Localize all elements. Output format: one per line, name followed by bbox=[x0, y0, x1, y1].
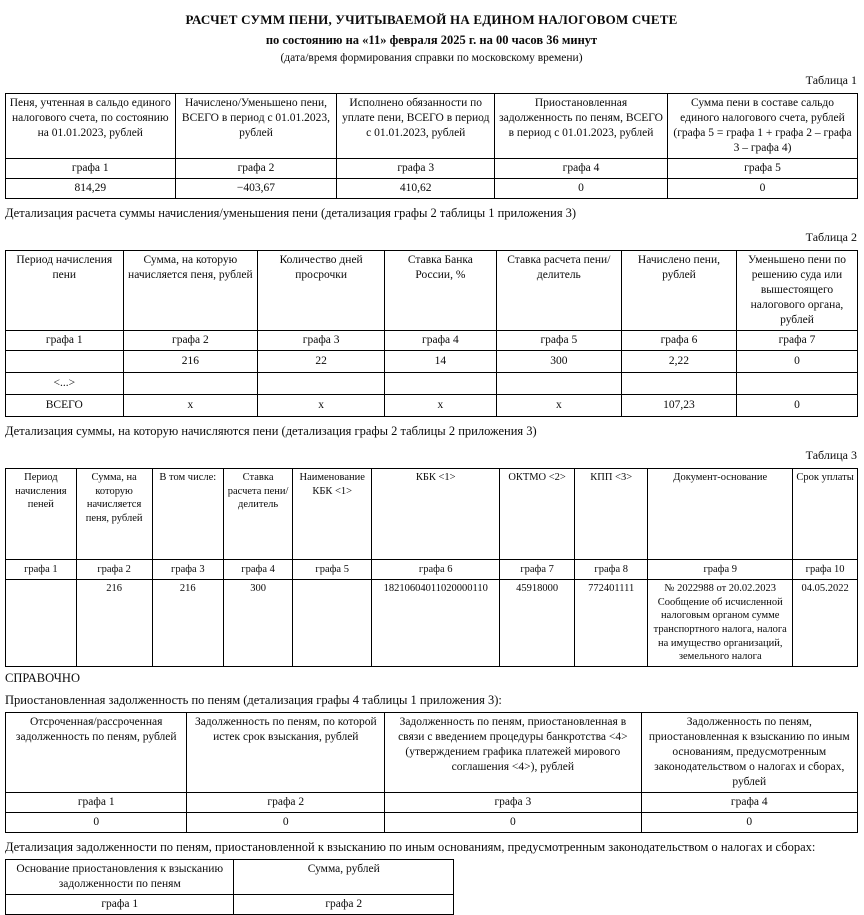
table1-grafa-row-cell: графа 4 bbox=[495, 158, 668, 178]
table2-data-row-cell bbox=[621, 372, 736, 394]
table4-header-row-cell: Задолженность по пеням, приостановленная к взысканию по иным основаниям, предусмотренным законодательством о налогах и сборах, рублей bbox=[641, 713, 857, 793]
table2-data-row bbox=[6, 394, 858, 416]
table2-header-row-cell: Количество дней просрочки bbox=[258, 251, 385, 331]
table4-data-row-cell: 0 bbox=[641, 812, 857, 832]
table2-data-row-cell: x bbox=[385, 394, 497, 416]
table1-header-row-cell: Исполнено обязанности по уплате пени, ВСЕГО в период с 01.01.2023, рублей bbox=[337, 94, 495, 159]
table4-grafa-row bbox=[6, 792, 858, 812]
table2-data-row-cell: 2,22 bbox=[621, 350, 736, 372]
table2-data-row-cell: 107,23 bbox=[621, 394, 736, 416]
table3-data-row-cell bbox=[293, 579, 372, 666]
table3-grafa-row-cell: графа 5 bbox=[293, 559, 372, 579]
table2-header-row-cell: Ставка Банка России, % bbox=[385, 251, 497, 331]
table3-data-row bbox=[6, 579, 858, 666]
table3-header-row bbox=[6, 468, 858, 559]
table3-header-row-cell: Период начисления пеней bbox=[6, 468, 77, 559]
table1-label: Таблица 1 bbox=[805, 73, 857, 87]
table3-data-row-cell: 18210604011020000110 bbox=[372, 579, 500, 666]
table1-grafa-row bbox=[6, 158, 858, 178]
spravochno-heading: СПРАВОЧНО bbox=[5, 670, 80, 685]
table2-data-row-cell: x bbox=[123, 394, 258, 416]
table2-grafa-row-cell: графа 6 bbox=[621, 330, 736, 350]
table2-grafa-row-cell: графа 2 bbox=[123, 330, 258, 350]
table3-data-row-cell bbox=[6, 579, 77, 666]
table4-header-row-cell: Задолженность по пеням, по которой истек срок взыскания, рублей bbox=[187, 713, 385, 793]
table4-grafa-row-cell: графа 3 bbox=[385, 792, 641, 812]
table3-header-row-cell: Документ-основание bbox=[648, 468, 793, 559]
table5-header-row bbox=[6, 859, 454, 894]
table3-grafa-row-cell: графа 6 bbox=[372, 559, 500, 579]
section-detail3-text: Детализация суммы, на которую начисляются пени (детализация графы 2 таблицы 2 приложения 3) bbox=[5, 423, 537, 438]
table3-grafa-row-cell: графа 1 bbox=[6, 559, 77, 579]
table1-data-row-cell: 0 bbox=[667, 178, 857, 198]
table5-header-row-cell: Сумма, рублей bbox=[234, 859, 454, 894]
table1-grafa-row-cell: графа 3 bbox=[337, 158, 495, 178]
table2-header-row bbox=[6, 251, 858, 331]
table3-header-row-cell: Сумма, на которую начисляется пеня, рублей bbox=[76, 468, 152, 559]
section-suspended-text: Приостановленная задолженность по пеням (детализация графы 4 таблицы 1 приложения 3): bbox=[5, 692, 502, 707]
table3-grafa-row-cell: графа 8 bbox=[575, 559, 648, 579]
table2-data-row-cell bbox=[736, 372, 857, 394]
table1-header-row-cell: Приостановленная задолженность по пеням, ВСЕГО в период с 01.01.2023, рублей bbox=[495, 94, 668, 159]
table3-grafa-row-cell: графа 7 bbox=[500, 559, 575, 579]
table5-grafa-row bbox=[6, 894, 454, 914]
table2-header-row-cell: Ставка расчета пени/ делитель bbox=[496, 251, 621, 331]
table2-data-row-cell: 22 bbox=[258, 350, 385, 372]
table4-grafa-row-cell: графа 4 bbox=[641, 792, 857, 812]
table3-data-row-cell: 216 bbox=[76, 579, 152, 666]
table1-penalty-balance-summary bbox=[5, 93, 858, 199]
table4-grafa-row-cell: графа 1 bbox=[6, 792, 187, 812]
table4-header-row-cell: Задолженность по пеням, приостановленная в связи с введением процедуры банкротства <4> (утверждением графика платежей мирового соглашения <4>), рублей bbox=[385, 713, 641, 793]
table2-header-row-cell: Уменьшено пени по решению суда или вышестоящего налогового органа, рублей bbox=[736, 251, 857, 331]
table3-grafa-row-cell: графа 2 bbox=[76, 559, 152, 579]
title-block bbox=[5, 12, 858, 64]
table3-grafa-row-cell: графа 3 bbox=[152, 559, 224, 579]
table3-data-row-cell: 772401111 bbox=[575, 579, 648, 666]
table3-header-row-cell: КБК <1> bbox=[372, 468, 500, 559]
table3-label: Таблица 3 bbox=[805, 447, 857, 462]
table2-data-row-cell bbox=[6, 350, 124, 372]
table2-grafa-row-cell: графа 7 bbox=[736, 330, 857, 350]
table3-grafa-row-cell: графа 4 bbox=[224, 559, 293, 579]
table2-grafa-row-cell: графа 3 bbox=[258, 330, 385, 350]
table1-data-row-cell: 410,62 bbox=[337, 178, 495, 198]
table2-penalty-accrual-detail bbox=[5, 250, 858, 417]
table4-data-row-cell: 0 bbox=[187, 812, 385, 832]
table2-data-row-cell: 216 bbox=[123, 350, 258, 372]
table2-data-row-cell: ВСЕГО bbox=[6, 394, 124, 416]
table1-data-row-cell: −403,67 bbox=[175, 178, 337, 198]
table1-grafa-row-cell: графа 1 bbox=[6, 158, 176, 178]
table3-grafa-row bbox=[6, 559, 858, 579]
table2-data-row-cell: 0 bbox=[736, 350, 857, 372]
table4-suspended-debt-detail bbox=[5, 712, 858, 833]
table4-data-row bbox=[6, 812, 858, 832]
table3-header-row-cell: Срок уплаты bbox=[793, 468, 858, 559]
table2-data-row-cell bbox=[385, 372, 497, 394]
table5-suspension-basis bbox=[5, 859, 454, 915]
table1-grafa-row-cell: графа 2 bbox=[175, 158, 337, 178]
table2-header-row-cell: Сумма, на которую начисляется пеня, рублей bbox=[123, 251, 258, 331]
table5-grafa-row-cell: графа 1 bbox=[6, 894, 234, 914]
table3-grafa-row-cell: графа 9 bbox=[648, 559, 793, 579]
table2-grafa-row bbox=[6, 330, 858, 350]
table2-data-row-cell: x bbox=[258, 394, 385, 416]
table2-grafa-row-cell: графа 5 bbox=[496, 330, 621, 350]
table4-header-row bbox=[6, 713, 858, 793]
document-date-line: по состоянию на «11» февраля 2025 г. на 00 часов 36 минут bbox=[265, 33, 598, 47]
table2-data-row-cell bbox=[496, 372, 621, 394]
table3-data-row-cell: 300 bbox=[224, 579, 293, 666]
table4-grafa-row-cell: графа 2 bbox=[187, 792, 385, 812]
table3-data-row-cell: 216 bbox=[152, 579, 224, 666]
table3-header-row-cell: КПП <3> bbox=[575, 468, 648, 559]
table5-grafa-row-cell: графа 2 bbox=[234, 894, 454, 914]
table1-data-row bbox=[6, 178, 858, 198]
table3-grafa-row-cell: графа 10 bbox=[793, 559, 858, 579]
table3-header-row-cell: Наименование КБК <1> bbox=[293, 468, 372, 559]
table3-data-row-cell: 04.05.2022 bbox=[793, 579, 858, 666]
table2-header-row-cell: Период начисления пени bbox=[6, 251, 124, 331]
table4-data-row-cell: 0 bbox=[6, 812, 187, 832]
table2-grafa-row-cell: графа 4 bbox=[385, 330, 497, 350]
table2-grafa-row-cell: графа 1 bbox=[6, 330, 124, 350]
table4-data-row-cell: 0 bbox=[385, 812, 641, 832]
table3-accrual-base-detail bbox=[5, 468, 858, 667]
document-title: РАСЧЕТ СУММ ПЕНИ, УЧИТЫВАЕМОЙ НА ЕДИНОМ НАЛОГОВОМ СЧЕТЕ bbox=[185, 12, 678, 27]
table1-grafa-row-cell: графа 5 bbox=[667, 158, 857, 178]
table2-data-row-cell: 14 bbox=[385, 350, 497, 372]
table2-data-row-cell: <...> bbox=[6, 372, 124, 394]
table2-label: Таблица 2 bbox=[805, 230, 857, 244]
table3-header-row-cell: Ставка расчета пени/ делитель bbox=[224, 468, 293, 559]
table2-data-row-cell: 300 bbox=[496, 350, 621, 372]
table1-header-row bbox=[6, 94, 858, 159]
table2-data-row-cell: 0 bbox=[736, 394, 857, 416]
table2-data-row-cell: x bbox=[496, 394, 621, 416]
table2-data-row bbox=[6, 372, 858, 394]
table3-data-row-cell: 45918000 bbox=[500, 579, 575, 666]
table2-header-row-cell: Начислено пени, рублей bbox=[621, 251, 736, 331]
table3-header-row-cell: ОКТМО <2> bbox=[500, 468, 575, 559]
table2-data-row-cell bbox=[123, 372, 258, 394]
table1-data-row-cell: 0 bbox=[495, 178, 668, 198]
table5-header-row-cell: Основание приостановления к взысканию задолженности по пеням bbox=[6, 859, 234, 894]
table1-header-row-cell: Сумма пени в составе сальдо единого налогового счета, рублей (графа 5 = графа 1 + графа 2 – графа 3 – графа 4) bbox=[667, 94, 857, 159]
table2-data-row-cell bbox=[258, 372, 385, 394]
table4-header-row-cell: Отсроченная/рассроченная задолженность по пеням, рублей bbox=[6, 713, 187, 793]
table3-data-row-cell: № 2022988 от 20.02.2023 Сообщение об исчисленной налоговым органом сумме транспортного налога, налога на имущество организаций, земельного налога bbox=[648, 579, 793, 666]
table1-header-row-cell: Пеня, учтенная в сальдо единого налогового счета, по состоянию на 01.01.2023, рублей bbox=[6, 94, 176, 159]
section-detail2-text: Детализация расчета суммы начисления/уменьшения пени (детализация графы 2 таблицы 1 приложения 3) bbox=[5, 205, 577, 220]
table1-data-row-cell: 814,29 bbox=[6, 178, 176, 198]
document-date-note: (дата/время формирования справки по московскому времени) bbox=[280, 52, 583, 64]
table2-data-row bbox=[6, 350, 858, 372]
table3-header-row-cell: В том числе: bbox=[152, 468, 224, 559]
section-detail5-text: Детализация задолженности по пеням, приостановленной к взысканию по иным основаниям, предусмотренным законодательством о налогах и сборах: bbox=[5, 839, 816, 854]
table1-header-row-cell: Начислено/Уменьшено пени, ВСЕГО в период с 01.01.2023, рублей bbox=[175, 94, 337, 159]
